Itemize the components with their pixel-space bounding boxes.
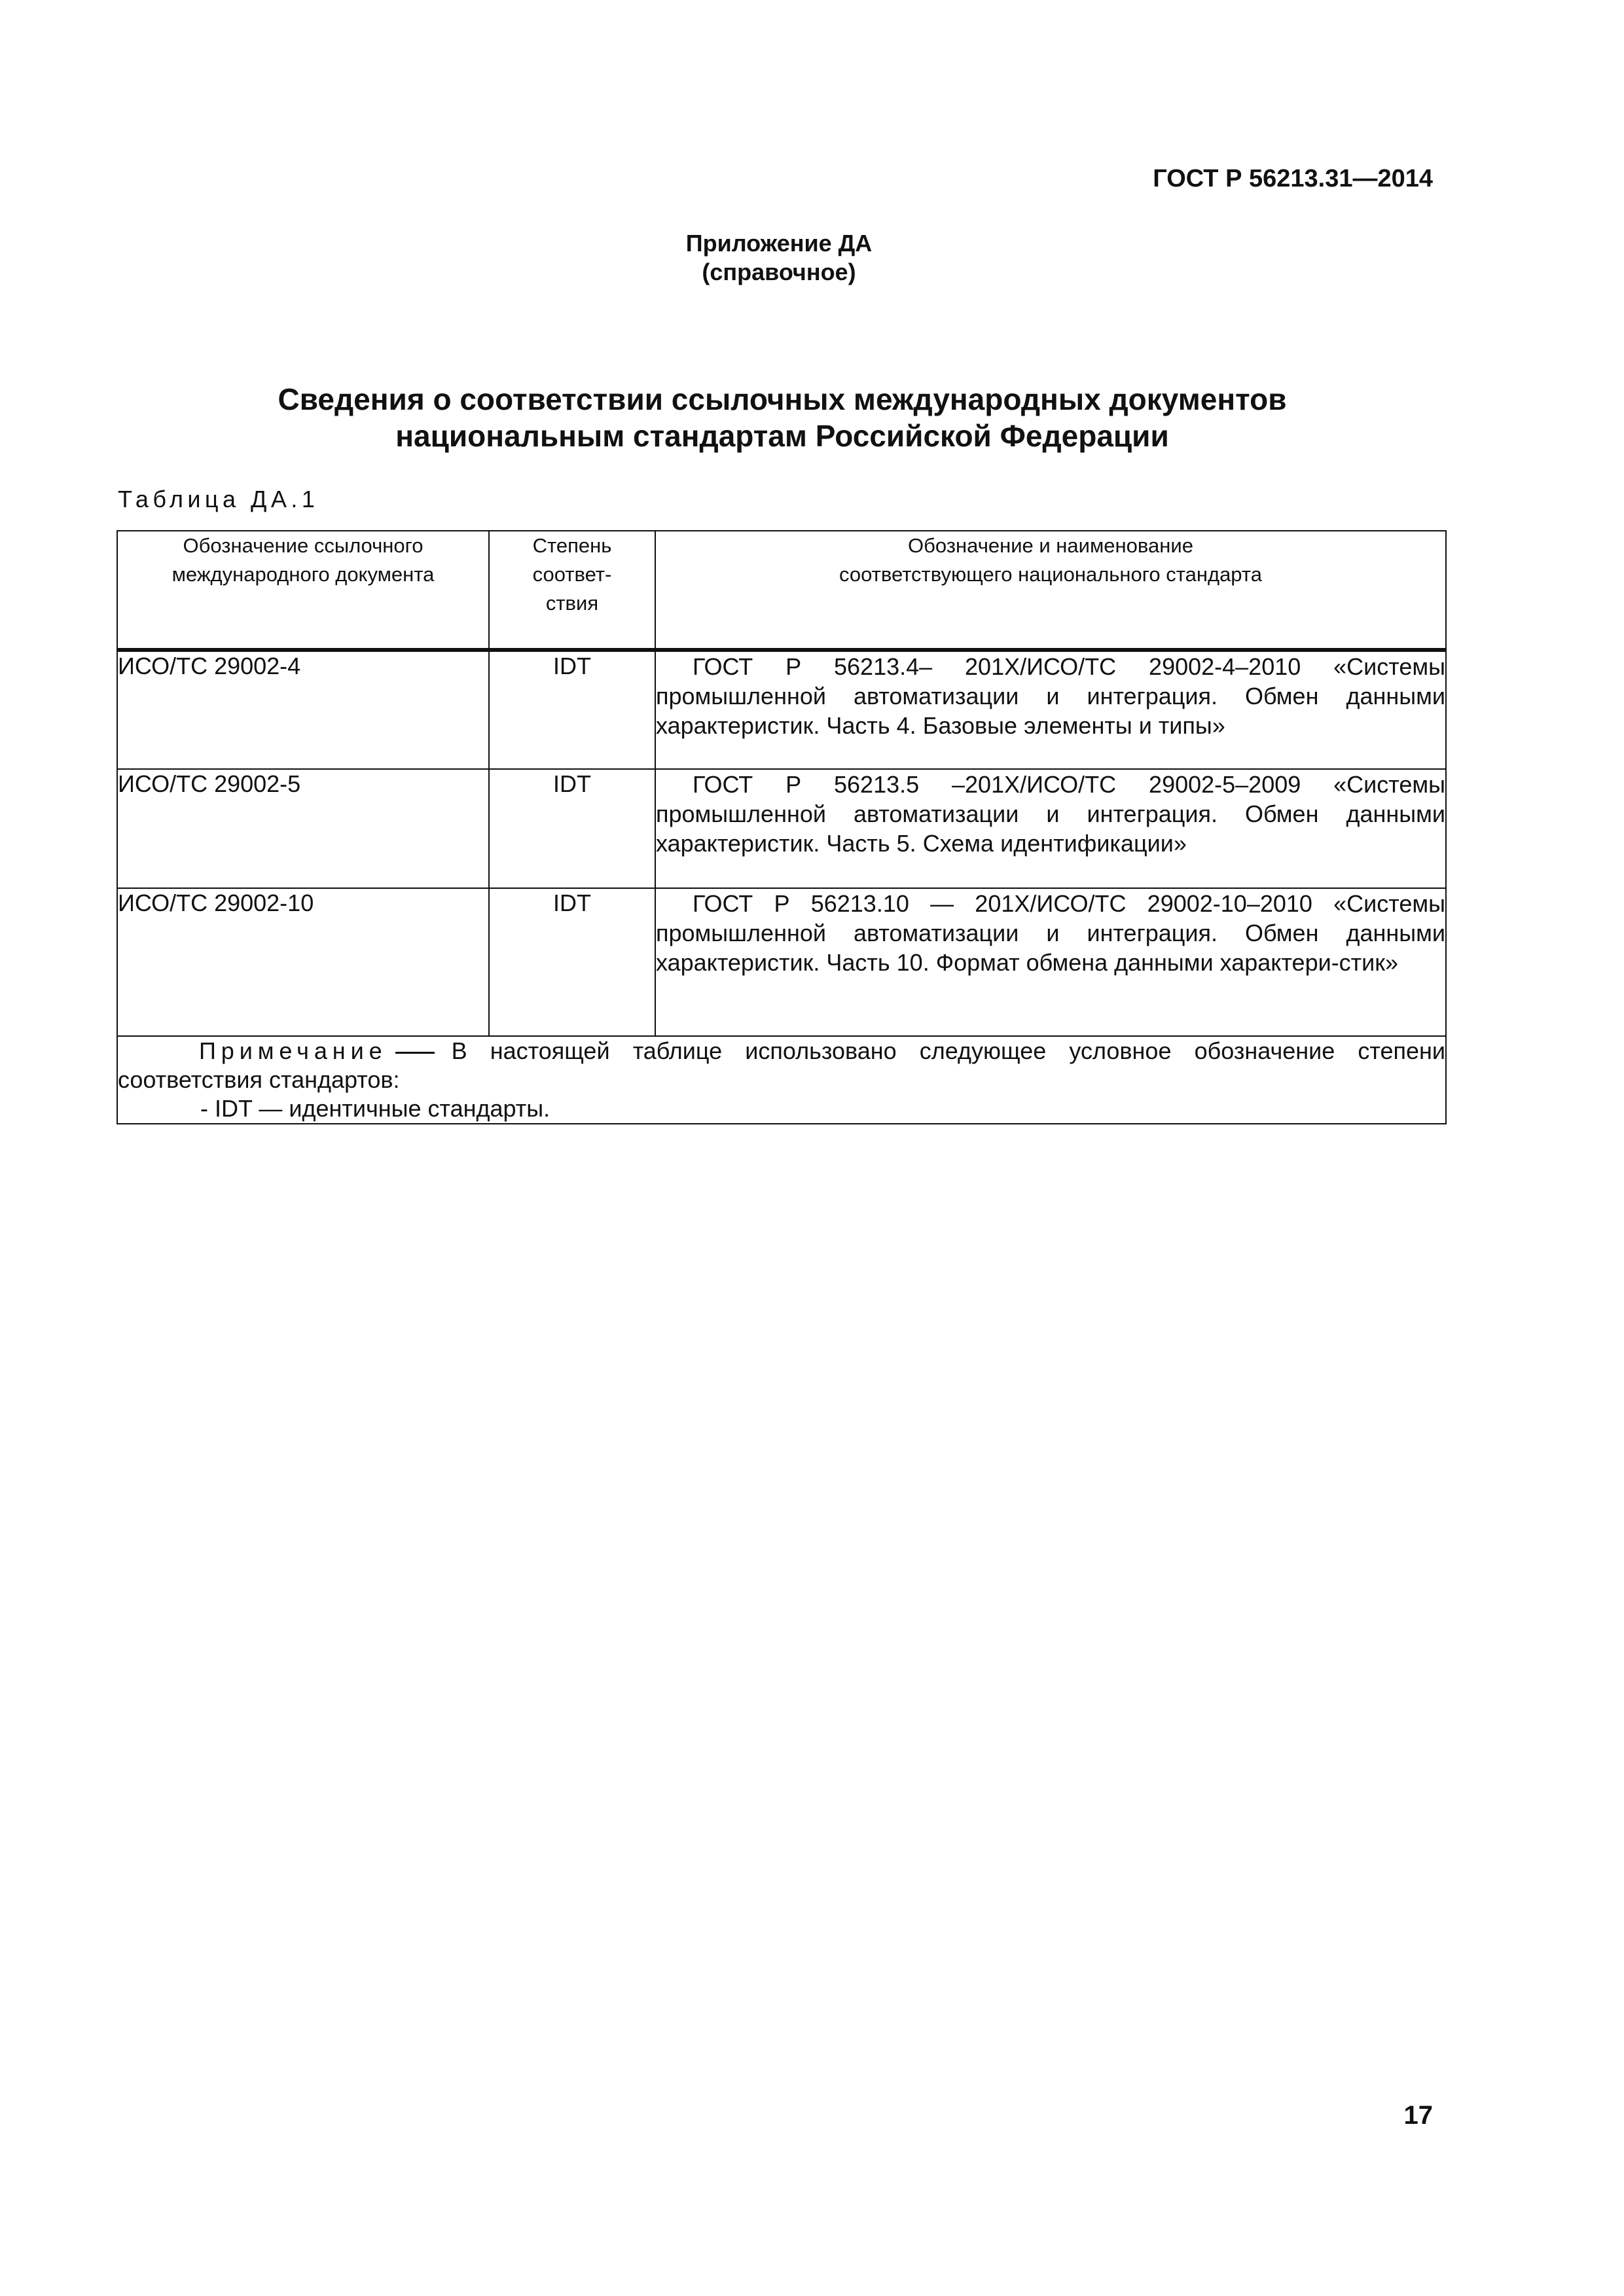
note-list-item: - IDT — идентичные стандарты. — [200, 1095, 550, 1122]
annex-title: Приложение ДА — [685, 230, 873, 257]
cell-degree: IDT — [489, 769, 655, 888]
header-degree-line-3: ствия — [545, 592, 599, 615]
document-id: ГОСТ Р 56213.31—2014 — [1153, 165, 1433, 192]
annex-heading — [0, 229, 1558, 287]
header-standard-line-2: соответствующего национального стандарта — [839, 563, 1262, 586]
em-dash — [395, 1052, 435, 1054]
cell-national-standard: ГОСТ Р 56213.10 — 201X/ИСО/ТС 29002-10–2010 «Системы промышленной автоматизации и интеграция. Обмен данными характеристик. Часть 10. Формат обмена данными характери-стик» — [655, 888, 1446, 1036]
header-standard-line-1: Обозначение и наименование — [908, 534, 1193, 557]
page-number: 17 — [1403, 2101, 1433, 2130]
header-national-standard — [655, 531, 1446, 650]
note-text: В настоящей таблице использовано следующее условное обозначение степени соответствия стандартов: — [118, 1037, 1445, 1093]
page-title — [118, 381, 1447, 454]
cell-degree: IDT — [489, 888, 655, 1036]
page-title-line-2: национальным стандартам Российской Федерации — [395, 419, 1169, 453]
table-note — [117, 1036, 1446, 1124]
cell-national-standard: ГОСТ Р 56213.4– 201X/ИСО/ТС 29002-4–2010 «Системы промышленной автоматизации и интеграция. Обмен данными характеристик. Часть 4. Базовые элементы и типы» — [655, 650, 1446, 769]
table-note-row — [117, 1036, 1446, 1124]
table-row — [117, 888, 1446, 1036]
cell-designation: ИСО/ТС 29002-4 — [117, 650, 489, 769]
header-degree — [489, 531, 655, 650]
table-header-row — [117, 531, 1446, 650]
cell-designation: ИСО/ТС 29002-10 — [117, 888, 489, 1036]
page-title-line-1: Сведения о соответствии ссылочных международных документов — [278, 382, 1287, 416]
header-designation-line-1: Обозначение ссылочного — [183, 534, 424, 557]
note-label: Примечание — [199, 1037, 388, 1064]
note-paragraph — [118, 1037, 1445, 1094]
header-designation-line-2: международного документа — [171, 563, 435, 586]
cell-degree: IDT — [489, 650, 655, 769]
header-degree-line-1: Степень — [532, 534, 612, 557]
table-label: Таблица ДА.1 — [118, 486, 319, 512]
cell-designation: ИСО/ТС 29002-5 — [117, 769, 489, 888]
table-row — [117, 769, 1446, 888]
correspondence-table — [117, 530, 1447, 1124]
header-degree-line-2: соответ- — [532, 563, 612, 586]
cell-national-standard: ГОСТ Р 56213.5 –201X/ИСО/ТС 29002-5–2009 «Системы промышленной автоматизации и интеграция. Обмен данными характеристик. Часть 5. Схема идентификации» — [655, 769, 1446, 888]
table-row — [117, 650, 1446, 769]
annex-kind: (справочное) — [702, 259, 856, 285]
header-designation — [117, 531, 489, 650]
